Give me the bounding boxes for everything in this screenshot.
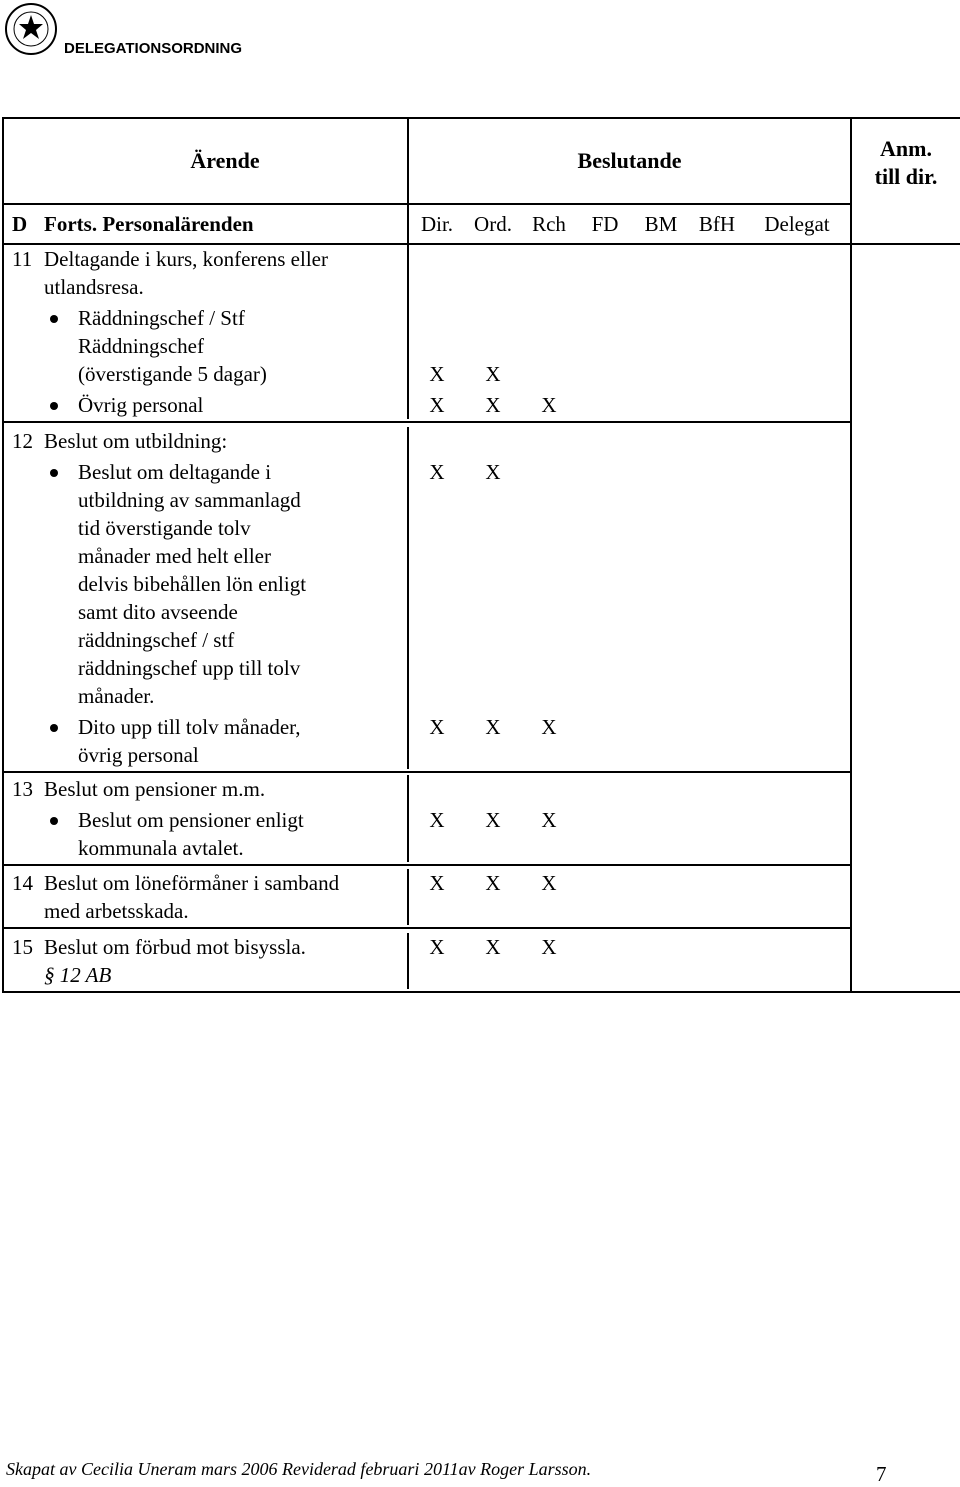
row-description (4, 869, 409, 925)
decision-mark: X (485, 460, 501, 484)
row-title (44, 775, 407, 803)
bullet-item (4, 806, 407, 862)
row-title-line: utlandsresa. (44, 275, 144, 299)
col-delegat: Delegat (764, 212, 830, 236)
bullet-line: utbildning av sammanlagd (78, 488, 301, 512)
section-letter: D (12, 212, 28, 236)
bullet-line: räddningschef upp till tolv (78, 656, 301, 680)
decision-marks (409, 360, 850, 388)
table-row (4, 927, 850, 991)
row-number: 14 (12, 871, 33, 895)
rows-container (4, 245, 850, 991)
page-number: 7 (876, 1462, 887, 1486)
decision-marks (409, 458, 850, 486)
row-decision-marks (409, 933, 850, 989)
bullet-line: månader. (78, 684, 155, 708)
decision-mark: X (541, 715, 557, 739)
row-description (4, 775, 409, 862)
bullet-line: Räddningschef (78, 334, 204, 358)
bullet-line: Räddningschef / Stf (78, 306, 245, 330)
bullet-line: övrig personal (78, 743, 199, 767)
bullet-icon (4, 391, 78, 419)
row-description (4, 245, 409, 419)
beslutande-columns (408, 204, 851, 244)
bullet-item (4, 391, 407, 419)
decision-marks (409, 391, 850, 419)
bullet-line: samt dito avseende (78, 600, 238, 624)
row-title-line: Beslut om pensioner m.m. (44, 777, 266, 801)
row-title-line: § 12 AB (44, 963, 112, 987)
header-arende: Ärende (43, 118, 408, 204)
delegation-table (2, 117, 960, 993)
row-title (44, 245, 407, 301)
table-row (4, 864, 850, 927)
row-description (4, 933, 409, 989)
table-row (4, 771, 850, 864)
decision-mark: X (429, 460, 445, 484)
col-ord: Ord. (474, 212, 512, 236)
row-decision-marks (409, 245, 850, 419)
bullet-line: månader med helt eller (78, 544, 271, 568)
bullet-line: Beslut om pensioner enligt (78, 808, 304, 832)
bullet-icon (4, 713, 78, 769)
col-rch: Rch (532, 212, 566, 236)
row-title-line: Beslut om förbud mot bisyssla. (44, 935, 306, 959)
document-title: DELEGATIONSORDNING (64, 40, 243, 57)
decision-mark: X (485, 362, 501, 386)
bullet-line: kommunala avtalet. (78, 836, 244, 860)
decision-marks (409, 713, 850, 741)
col-fd: FD (591, 212, 619, 236)
row-title-line: Beslut om utbildning: (44, 429, 228, 453)
bullet-line: Dito upp till tolv månader, (78, 715, 301, 739)
bullet-line: delvis bibehållen lön enligt (78, 572, 307, 596)
row-decision-marks (409, 427, 850, 769)
row-description (4, 427, 409, 769)
bullet-icon (4, 304, 78, 388)
decision-mark: X (485, 715, 501, 739)
decision-mark: X (485, 935, 501, 959)
bullet-line: tid överstigande tolv (78, 516, 251, 540)
row-title-line: Beslut om löneförmåner i samband (44, 871, 340, 895)
row-number: 12 (12, 429, 33, 453)
decision-mark: X (485, 393, 501, 417)
decision-mark: X (541, 393, 557, 417)
row-number: 13 (12, 777, 33, 801)
col-dir: Dir. (420, 212, 454, 236)
anm-column (851, 244, 960, 992)
decision-mark: X (541, 935, 557, 959)
bullet-line: (överstigande 5 dagar) (78, 362, 267, 386)
bullet-icon (4, 806, 78, 862)
row-number: 11 (12, 247, 33, 271)
row-title (44, 933, 407, 989)
decision-mark: X (541, 871, 557, 895)
decision-mark: X (429, 362, 445, 386)
section-title: Forts. Personalärenden (44, 212, 254, 236)
decision-mark: X (429, 871, 445, 895)
bullet-line: Beslut om deltagande i (78, 460, 272, 484)
decision-mark: X (485, 808, 501, 832)
bullet-icon (4, 458, 78, 710)
table-row (4, 245, 850, 421)
row-title-line: med arbetsskada. (44, 899, 189, 923)
row-decision-marks (409, 869, 850, 925)
section-header (3, 204, 408, 244)
decision-marks (409, 869, 850, 897)
decision-mark: X (429, 935, 445, 959)
footer-text: Skapat av Cecilia Uneram mars 2006 Reviderad februari 2011av Roger Larsson. (6, 1459, 592, 1479)
decision-mark: X (485, 871, 501, 895)
decision-marks (409, 806, 850, 834)
decision-mark: X (429, 393, 445, 417)
organization-logo (4, 2, 58, 56)
header-beslutande: Beslutande (408, 118, 851, 204)
row-title-line: Deltagande i kurs, konferens eller (44, 247, 328, 271)
row-title (44, 427, 407, 455)
decision-mark: X (429, 808, 445, 832)
bullet-item (4, 304, 407, 388)
col-bm: BM (644, 212, 678, 236)
row-number: 15 (12, 935, 33, 959)
col-bfh: BfH (698, 212, 736, 236)
header-anm: Anm. till dir. (851, 118, 960, 244)
table-row (4, 421, 850, 771)
bullet-line: Övrig personal (78, 393, 204, 417)
header-corner (3, 118, 43, 204)
table-body (3, 244, 851, 992)
bullet-item (4, 713, 407, 769)
bullet-line: räddningschef / stf (78, 628, 235, 652)
decision-mark: X (541, 808, 557, 832)
row-title (44, 869, 407, 925)
row-decision-marks (409, 775, 850, 862)
bullet-item (4, 458, 407, 710)
decision-marks (409, 933, 850, 961)
decision-mark: X (429, 715, 445, 739)
